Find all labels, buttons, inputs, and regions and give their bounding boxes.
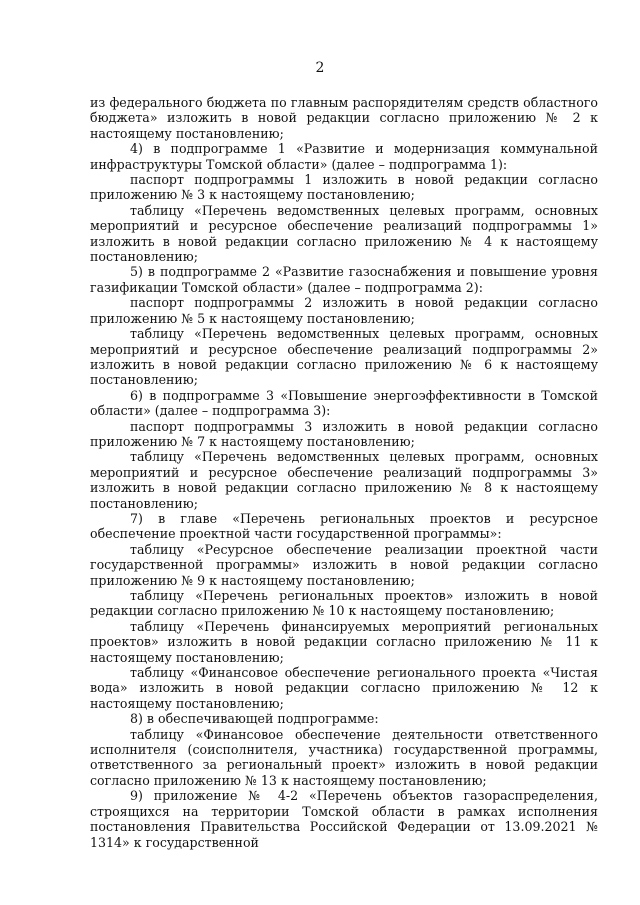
paragraph: 8) в обеспечивающей подпрограмме: xyxy=(130,711,379,727)
paragraph: паспорт подпрограммы 1 изложить в новой редакции согласно приложению № 3 к настоящему постановлению; xyxy=(90,172,598,203)
document-body xyxy=(90,95,598,850)
paragraph: таблицу «Перечень ведомственных целевых программ, основных мероприятий и ресурсное обеспечение реализаций подпрограммы 2» изложить в новой редакции согласно приложению № 6 к настоящему постановлению; xyxy=(90,326,598,388)
paragraph: 6) в подпрограмме 3 «Повышение энергоэффективности в Томской области» (далее – подпрограмма 3): xyxy=(90,387,598,419)
paragraph: таблицу «Перечень финансируемых мероприятий региональных проектов» изложить в новой редакции согласно приложению № 11 к настоящему постановлению; xyxy=(90,618,598,665)
paragraph: 5) в подпрограмме 2 «Развитие газоснабжения и повышение уровня газификации Томской области» (далее – подпрограмма 2): xyxy=(90,264,598,295)
paragraph: 4) в подпрограмме 1 «Развитие и модернизация коммунальной инфраструктуры Томской области» (далее – подпрограмма 1): xyxy=(90,141,598,172)
paragraph: паспорт подпрограммы 2 изложить в новой редакции согласно приложению № 5 к настоящему постановлению; xyxy=(90,295,598,326)
paragraph: таблицу «Финансовое обеспечение деятельности ответственного исполнителя (соисполнителя, участника) государственной программы, ответственного за региональный проект» изложить в новой редакции согласно приложению № 13 к настоящему постановлению; xyxy=(90,726,598,788)
paragraph: 9) приложение № 4-2 «Перечень объектов газораспределения, строящихся на территории Томской области в рамках исполнения постановления Правительства Российской Федерации от 13.09.2021 № 1314» к государственной xyxy=(90,788,598,850)
page-number: 2 xyxy=(315,60,325,76)
paragraph: таблицу «Перечень региональных проектов» изложить в новой редакции согласно приложению № 10 к настоящему постановлению; xyxy=(90,588,598,619)
paragraph: из федерального бюджета по главным распорядителям средств областного бюджета» изложить в новой редакции согласно приложению № 2 к настоящему постановлению; xyxy=(90,95,598,141)
paragraph: 7) в главе «Перечень региональных проектов и ресурсное обеспечение проектной части государственной программы»: xyxy=(90,510,598,542)
paragraph: таблицу «Ресурсное обеспечение реализации проектной части государственной программы» изложить в новой редакции согласно приложению № 9 к настоящему постановлению; xyxy=(90,541,598,588)
paragraph: таблицу «Перечень ведомственных целевых программ, основных мероприятий и ресурсное обеспечение реализаций подпрограммы 1» изложить в новой редакции согласно приложению № 4 к настоящему постановлению; xyxy=(90,202,598,265)
paragraph: паспорт подпрограммы 3 изложить в новой редакции согласно приложению № 7 к настоящему постановлению; xyxy=(90,418,598,449)
paragraph: таблицу «Финансовое обеспечение регионального проекта «Чистая вода» изложить в новой редакции согласно приложению № 12 к настоящему постановлению; xyxy=(90,665,598,711)
paragraph: таблицу «Перечень ведомственных целевых программ, основных мероприятий и ресурсное обеспечение реализаций подпрограммы 3» изложить в новой редакции согласно приложению № 8 к настоящему постановлению; xyxy=(90,449,598,511)
